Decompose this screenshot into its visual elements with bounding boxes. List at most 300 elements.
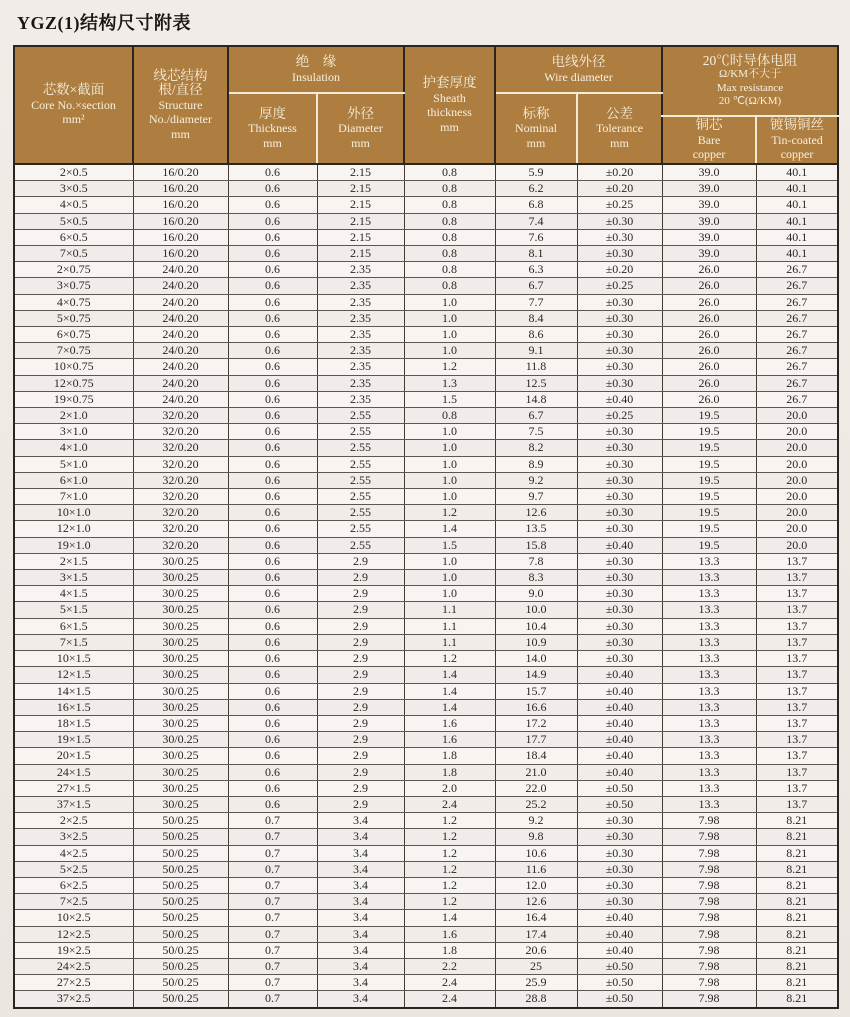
cell: 26.0 (662, 359, 756, 375)
cell: ±0.30 (577, 424, 662, 440)
cell: 0.6 (228, 456, 317, 472)
cell: 2.4 (404, 975, 495, 991)
header-line: Insulation (292, 69, 340, 84)
cell: 0.6 (228, 278, 317, 294)
cell: 13.3 (662, 651, 756, 667)
cell: 3×1.5 (14, 570, 133, 586)
cell: ±0.40 (577, 748, 662, 764)
cell: ±0.30 (577, 456, 662, 472)
cell: 40.1 (756, 246, 838, 262)
cell: 2×1.5 (14, 553, 133, 569)
cell: 3×0.5 (14, 181, 133, 197)
table-row (14, 343, 838, 359)
cell: 1.2 (404, 359, 495, 375)
cell: 5×2.5 (14, 861, 133, 877)
cell: 39.0 (662, 181, 756, 197)
cell: 1.8 (404, 764, 495, 780)
header-line: 厚度 (259, 105, 286, 121)
table-row (14, 375, 838, 391)
cell: 2×1.0 (14, 408, 133, 424)
cell: 1.0 (404, 327, 495, 343)
cell: 13.7 (756, 699, 838, 715)
cell: 0.6 (228, 505, 317, 521)
table-row (14, 845, 838, 861)
cell: 40.1 (756, 197, 838, 213)
cell: 8.21 (756, 910, 838, 926)
cell: 2.55 (317, 440, 404, 456)
cell: 7×1.0 (14, 489, 133, 505)
cell: 2.9 (317, 780, 404, 796)
cell: 24/0.20 (133, 310, 228, 326)
cell: ±0.50 (577, 780, 662, 796)
cell: 0.6 (228, 375, 317, 391)
cell: 2.55 (317, 537, 404, 553)
cell: 14.0 (495, 651, 577, 667)
cell: 32/0.20 (133, 440, 228, 456)
cell: ±0.30 (577, 310, 662, 326)
cell: 24×1.5 (14, 764, 133, 780)
cell: 9.7 (495, 489, 577, 505)
cell: 0.6 (228, 715, 317, 731)
cell: ±0.30 (577, 343, 662, 359)
cell: 1.8 (404, 942, 495, 958)
cell: 13.3 (662, 667, 756, 683)
cell: ±0.30 (577, 294, 662, 310)
cell: 32/0.20 (133, 505, 228, 521)
cell: 2.55 (317, 521, 404, 537)
cell: 8.21 (756, 975, 838, 991)
cell: 40.1 (756, 164, 838, 181)
table-row (14, 877, 838, 893)
header-line: 外径 (347, 105, 374, 121)
table-row (14, 861, 838, 877)
cell: 2.55 (317, 505, 404, 521)
cell: 4×1.0 (14, 440, 133, 456)
cell: 0.6 (228, 521, 317, 537)
cell: 7×0.5 (14, 246, 133, 262)
cell: 1.0 (404, 570, 495, 586)
cell: 6×0.75 (14, 327, 133, 343)
table-row (14, 164, 838, 181)
table-row (14, 586, 838, 602)
header-line: 线芯结构 (153, 67, 208, 83)
cell: 17.2 (495, 715, 577, 731)
cell: 0.6 (228, 764, 317, 780)
table-row (14, 602, 838, 618)
cell: 11.8 (495, 359, 577, 375)
cell: 13.7 (756, 748, 838, 764)
cell: 26.7 (756, 343, 838, 359)
cell: 20.0 (756, 456, 838, 472)
cell: 2.9 (317, 683, 404, 699)
cell: 0.8 (404, 278, 495, 294)
cell: 26.7 (756, 391, 838, 407)
cell: 14.8 (495, 391, 577, 407)
cell: 2.35 (317, 327, 404, 343)
table-row (14, 521, 838, 537)
cell: 0.6 (228, 489, 317, 505)
table-body (14, 164, 838, 1008)
cell: 7.5 (495, 424, 577, 440)
cell: 19.5 (662, 521, 756, 537)
cell: 26.7 (756, 278, 838, 294)
cell: 8.21 (756, 958, 838, 974)
header-line: 护套厚度 (422, 75, 477, 90)
cell: ±0.30 (577, 829, 662, 845)
cell: 1.2 (404, 651, 495, 667)
cell: 7.7 (495, 294, 577, 310)
cell: ±0.40 (577, 391, 662, 407)
cell: 2×0.75 (14, 262, 133, 278)
table-row (14, 910, 838, 926)
cell: 20.0 (756, 537, 838, 553)
cell: ±0.40 (577, 926, 662, 942)
cell: 0.8 (404, 197, 495, 213)
cell: ±0.40 (577, 683, 662, 699)
cell: ±0.25 (577, 197, 662, 213)
cell: 0.7 (228, 975, 317, 991)
cell: 2.15 (317, 229, 404, 245)
cell: 19×1.5 (14, 732, 133, 748)
cell: 8.21 (756, 894, 838, 910)
table-row (14, 359, 838, 375)
cell: 5×0.5 (14, 213, 133, 229)
cell: 4×2.5 (14, 845, 133, 861)
cell: 2.9 (317, 634, 404, 650)
cell: 7.4 (495, 213, 577, 229)
cell: 19.5 (662, 505, 756, 521)
cell: 1.6 (404, 715, 495, 731)
cell: 1.2 (404, 813, 495, 829)
cell: 12×1.5 (14, 667, 133, 683)
cell: 20.0 (756, 408, 838, 424)
cell: 0.6 (228, 683, 317, 699)
cell: 8.4 (495, 310, 577, 326)
cell: 2.2 (404, 958, 495, 974)
cell: 13.7 (756, 764, 838, 780)
cell: 10.6 (495, 845, 577, 861)
header-line: No./diameter (149, 112, 212, 127)
table-row (14, 975, 838, 991)
cell: 0.7 (228, 958, 317, 974)
cell: 8.21 (756, 845, 838, 861)
cell: 12.6 (495, 894, 577, 910)
table-row (14, 764, 838, 780)
header-wire-nominal (495, 93, 577, 164)
cell: 13.3 (662, 586, 756, 602)
cell: 16/0.20 (133, 164, 228, 181)
cell: 0.8 (404, 246, 495, 262)
cell: 13.7 (756, 651, 838, 667)
cell: 2.15 (317, 246, 404, 262)
cell: 7.98 (662, 910, 756, 926)
cell: 13.3 (662, 715, 756, 731)
table-row (14, 505, 838, 521)
cell: 2.35 (317, 343, 404, 359)
cell: 4×0.75 (14, 294, 133, 310)
header-line: mm (351, 135, 370, 150)
table-row (14, 553, 838, 569)
cell: 7×1.5 (14, 634, 133, 650)
cell: 25.9 (495, 975, 577, 991)
table-row (14, 181, 838, 197)
cell: 0.6 (228, 570, 317, 586)
cell: 0.7 (228, 813, 317, 829)
cell: ±0.40 (577, 715, 662, 731)
cell: 1.4 (404, 521, 495, 537)
cell: ±0.30 (577, 618, 662, 634)
cell: 1.5 (404, 537, 495, 553)
cell: 19.5 (662, 537, 756, 553)
cell: 2.15 (317, 197, 404, 213)
cell: ±0.30 (577, 327, 662, 343)
cell: 30/0.25 (133, 732, 228, 748)
header-line: mm (526, 135, 546, 150)
cell: 2.9 (317, 796, 404, 812)
header-line: Diameter (338, 121, 383, 136)
cell: ±0.30 (577, 213, 662, 229)
table-row (14, 537, 838, 553)
cell: 13.3 (662, 553, 756, 569)
cell: 17.7 (495, 732, 577, 748)
cell: 0.6 (228, 229, 317, 245)
cell: 13.7 (756, 570, 838, 586)
cell: 30/0.25 (133, 780, 228, 796)
cell: 30/0.25 (133, 618, 228, 634)
cell: 2.9 (317, 748, 404, 764)
cell: 13.7 (756, 683, 838, 699)
cell: 3.4 (317, 910, 404, 926)
cell: 3.4 (317, 926, 404, 942)
cell: 2.35 (317, 391, 404, 407)
cell: 19.5 (662, 408, 756, 424)
cell: ±0.30 (577, 440, 662, 456)
cell: 3.4 (317, 829, 404, 845)
cell: 16×1.5 (14, 699, 133, 715)
table-row (14, 246, 838, 262)
cell: ±0.30 (577, 359, 662, 375)
cell: 5×1.5 (14, 602, 133, 618)
cell: 0.6 (228, 327, 317, 343)
header-line: Nominal (515, 121, 557, 136)
cell: 17.4 (495, 926, 577, 942)
cell: 2.9 (317, 732, 404, 748)
cell: 24/0.20 (133, 262, 228, 278)
cell: ±0.20 (577, 262, 662, 278)
header-bare-copper (662, 116, 756, 164)
cell: 30/0.25 (133, 634, 228, 650)
cell: 26.0 (662, 391, 756, 407)
table-row (14, 408, 838, 424)
cell: 0.8 (404, 164, 495, 181)
header-line: Tin-coated (771, 132, 823, 147)
table-row (14, 732, 838, 748)
header-insulation-group (228, 46, 404, 93)
cell: 1.0 (404, 310, 495, 326)
cell: 30/0.25 (133, 667, 228, 683)
table-row (14, 667, 838, 683)
cell: 2.9 (317, 553, 404, 569)
cell: 26.0 (662, 294, 756, 310)
cell: 1.6 (404, 926, 495, 942)
cell: 40.1 (756, 229, 838, 245)
cell: 0.6 (228, 408, 317, 424)
header-line: mm² (62, 112, 85, 127)
cell: 6×1.0 (14, 472, 133, 488)
cell: 7.6 (495, 229, 577, 245)
cell: 6.8 (495, 197, 577, 213)
cell: 2.9 (317, 602, 404, 618)
cell: 13.7 (756, 732, 838, 748)
cell: ±0.40 (577, 764, 662, 780)
header-core-section (14, 46, 133, 164)
cell: 15.7 (495, 683, 577, 699)
cell: 2.4 (404, 796, 495, 812)
cell: 1.2 (404, 894, 495, 910)
table-row (14, 958, 838, 974)
cell: 30/0.25 (133, 553, 228, 569)
cell: 32/0.20 (133, 424, 228, 440)
cell: 9.1 (495, 343, 577, 359)
cell: 0.8 (404, 229, 495, 245)
cell: 26.0 (662, 262, 756, 278)
cell: 26.0 (662, 310, 756, 326)
cell: 2.55 (317, 489, 404, 505)
table-row (14, 278, 838, 294)
cell: 2.55 (317, 456, 404, 472)
cell: 30/0.25 (133, 699, 228, 715)
header-line: mm (263, 135, 282, 150)
cell: 13.7 (756, 796, 838, 812)
cell: 7.98 (662, 877, 756, 893)
cell: 24/0.20 (133, 278, 228, 294)
cell: 3.4 (317, 942, 404, 958)
cell: 10.0 (495, 602, 577, 618)
cell: 9.8 (495, 829, 577, 845)
table-row (14, 618, 838, 634)
cell: 6.7 (495, 278, 577, 294)
cell: 10×2.5 (14, 910, 133, 926)
header-line: 20℃时导体电阻 (702, 52, 798, 68)
cell: 3×2.5 (14, 829, 133, 845)
cell: 2.35 (317, 294, 404, 310)
cell: 32/0.20 (133, 408, 228, 424)
cell: 25 (495, 958, 577, 974)
table-row (14, 699, 838, 715)
cell: 4×0.5 (14, 197, 133, 213)
table-row (14, 651, 838, 667)
cell: ±0.30 (577, 375, 662, 391)
header-line: copper (692, 147, 726, 162)
cell: ±0.40 (577, 732, 662, 748)
cell: 0.7 (228, 829, 317, 845)
cell: ±0.30 (577, 505, 662, 521)
cell: 5×1.0 (14, 456, 133, 472)
cell: 3.4 (317, 861, 404, 877)
cell: 37×1.5 (14, 796, 133, 812)
cell: ±0.50 (577, 991, 662, 1008)
cell: 3×0.75 (14, 278, 133, 294)
cell: 19.5 (662, 472, 756, 488)
cell: 1.2 (404, 845, 495, 861)
page-title: YGZ(1)结构尺寸附表 (17, 13, 191, 33)
cell: 30/0.25 (133, 715, 228, 731)
cell: 30/0.25 (133, 748, 228, 764)
spec-table (13, 45, 839, 1009)
cell: 12.5 (495, 375, 577, 391)
cell: 1.0 (404, 586, 495, 602)
cell: 26.0 (662, 278, 756, 294)
cell: 0.6 (228, 634, 317, 650)
table-row (14, 926, 838, 942)
cell: 6×2.5 (14, 877, 133, 893)
cell: 7.98 (662, 991, 756, 1008)
header-line: 公差 (606, 105, 633, 121)
cell: 1.0 (404, 553, 495, 569)
cell: 1.0 (404, 489, 495, 505)
cell: 40.1 (756, 181, 838, 197)
cell: 1.0 (404, 424, 495, 440)
header-resistance-group (662, 46, 838, 116)
header-line: mm (440, 119, 459, 134)
cell: 13.7 (756, 602, 838, 618)
cell: 16/0.20 (133, 181, 228, 197)
cell: 13.7 (756, 618, 838, 634)
cell: 50/0.25 (133, 845, 228, 861)
table-row (14, 991, 838, 1008)
cell: 30/0.25 (133, 586, 228, 602)
cell: 1.2 (404, 861, 495, 877)
cell: 26.0 (662, 343, 756, 359)
header-insulation-diameter (317, 93, 404, 164)
cell: 32/0.20 (133, 489, 228, 505)
cell: ±0.30 (577, 553, 662, 569)
cell: 24/0.20 (133, 327, 228, 343)
cell: 7.98 (662, 894, 756, 910)
cell: 24/0.20 (133, 391, 228, 407)
table-row (14, 683, 838, 699)
header-insulation-thickness (228, 93, 317, 164)
cell: 50/0.25 (133, 975, 228, 991)
table-row (14, 829, 838, 845)
cell: 8.21 (756, 991, 838, 1008)
table-row (14, 634, 838, 650)
cell: 10.9 (495, 634, 577, 650)
table-row (14, 262, 838, 278)
cell: 1.0 (404, 440, 495, 456)
cell: 0.6 (228, 732, 317, 748)
table-row (14, 310, 838, 326)
cell: ±0.30 (577, 229, 662, 245)
cell: 1.2 (404, 829, 495, 845)
cell: 0.6 (228, 262, 317, 278)
cell: 13.3 (662, 796, 756, 812)
cell: 2.55 (317, 424, 404, 440)
cell: 2.35 (317, 375, 404, 391)
cell: 32/0.20 (133, 537, 228, 553)
header-wire-diameter-group (495, 46, 662, 93)
cell: 50/0.25 (133, 942, 228, 958)
cell: 8.9 (495, 456, 577, 472)
cell: 13.7 (756, 667, 838, 683)
cell: 0.6 (228, 391, 317, 407)
cell: 0.6 (228, 246, 317, 262)
cell: 12×2.5 (14, 926, 133, 942)
cell: 26.0 (662, 375, 756, 391)
cell: 1.8 (404, 748, 495, 764)
header-structure (133, 46, 228, 164)
cell: 1.5 (404, 391, 495, 407)
